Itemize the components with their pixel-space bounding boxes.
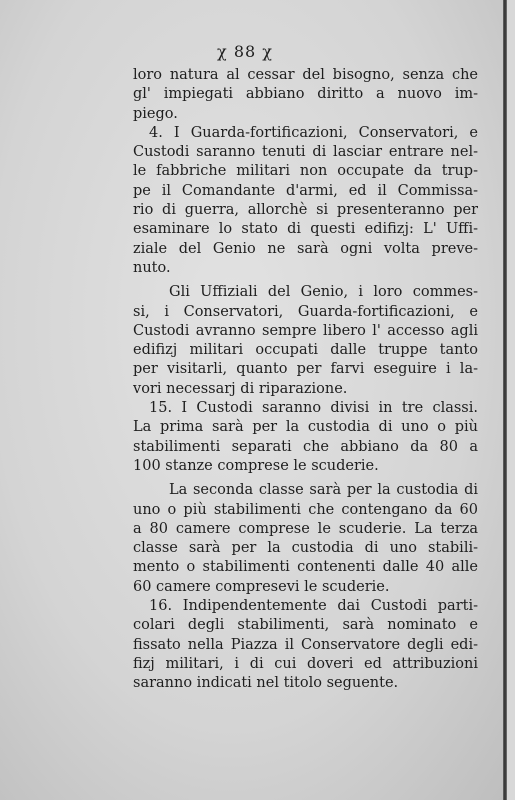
text-line: Custodi avranno sempre libero l' accesso agli xyxy=(133,322,478,339)
page-number-header: χ 88 χ xyxy=(217,42,273,61)
text-line: La prima sarà per la custodia di uno o più xyxy=(133,419,478,436)
text-line: le fabbriche militari non occupate da trup- xyxy=(133,163,478,180)
page-body xyxy=(133,66,478,694)
text-line: si, i Conservatori, Guarda-fortificazioni, e xyxy=(133,303,478,320)
page-edge xyxy=(507,0,515,800)
text-line: stabilimenti separati che abbiano da 80 a xyxy=(133,438,478,455)
text-line: piego. xyxy=(133,105,178,122)
text-line: per visitarli, quanto per farvi eseguire i la- xyxy=(133,361,478,378)
text-line: Custodi saranno tenuti di lasciar entrare nel- xyxy=(133,144,478,161)
text-line: 4. I Guarda-fortificazioni, Conservatori, e xyxy=(149,124,478,141)
text-line: 60 camere compresevi le scuderie. xyxy=(133,578,390,595)
text-line: edifizj militari occupati dalle truppe tanto xyxy=(133,342,478,359)
text-line: La seconda classe sarà per la custodia di xyxy=(169,482,478,499)
text-line: colari degli stabilimenti, sarà nominato e xyxy=(133,617,478,634)
text-line: pe il Comandante d'armi, ed il Commissa- xyxy=(133,182,478,199)
text-line: rio di guerra, allorchè si presenteranno per xyxy=(133,202,478,219)
text-line: fissato nella Piazza il Conservatore degli edi- xyxy=(133,636,478,653)
text-line: a 80 camere comprese le scuderie. La terza xyxy=(133,520,478,537)
text-line: uno o più stabilimenti che contengano da 60 xyxy=(133,501,478,518)
text-line: Gli Uffiziali del Genio, i loro commes- xyxy=(169,284,478,301)
text-line: classe sarà per la custodia di uno stabili- xyxy=(133,540,478,557)
text-line: nuto. xyxy=(133,259,171,276)
text-line: mento o stabilimenti contenenti dalle 40 alle xyxy=(133,559,478,576)
page-gutter-shadow xyxy=(503,0,507,800)
text-line: gl' impiegati abbiano diritto a nuovo im- xyxy=(133,86,478,103)
text-line: 100 stanze comprese le scuderie. xyxy=(133,457,379,474)
text-line: loro natura al cessar del bisogno, senza che xyxy=(133,67,478,83)
text-line: ziale del Genio ne sarà ogni volta preve- xyxy=(133,240,478,257)
text-line: 16. Indipendentemente dai Custodi parti- xyxy=(149,598,478,615)
text-line: fizj militari, i di cui doveri ed attribuzioni xyxy=(133,655,478,672)
text-line: 15. I Custodi saranno divisi in tre classi. xyxy=(149,400,478,417)
text-line: saranno indicati nel titolo seguente. xyxy=(133,675,399,692)
text-line: esaminare lo stato di questi edifizj: L' Uffi- xyxy=(133,221,478,238)
text-line: vori necessarj di riparazione. xyxy=(133,380,348,397)
